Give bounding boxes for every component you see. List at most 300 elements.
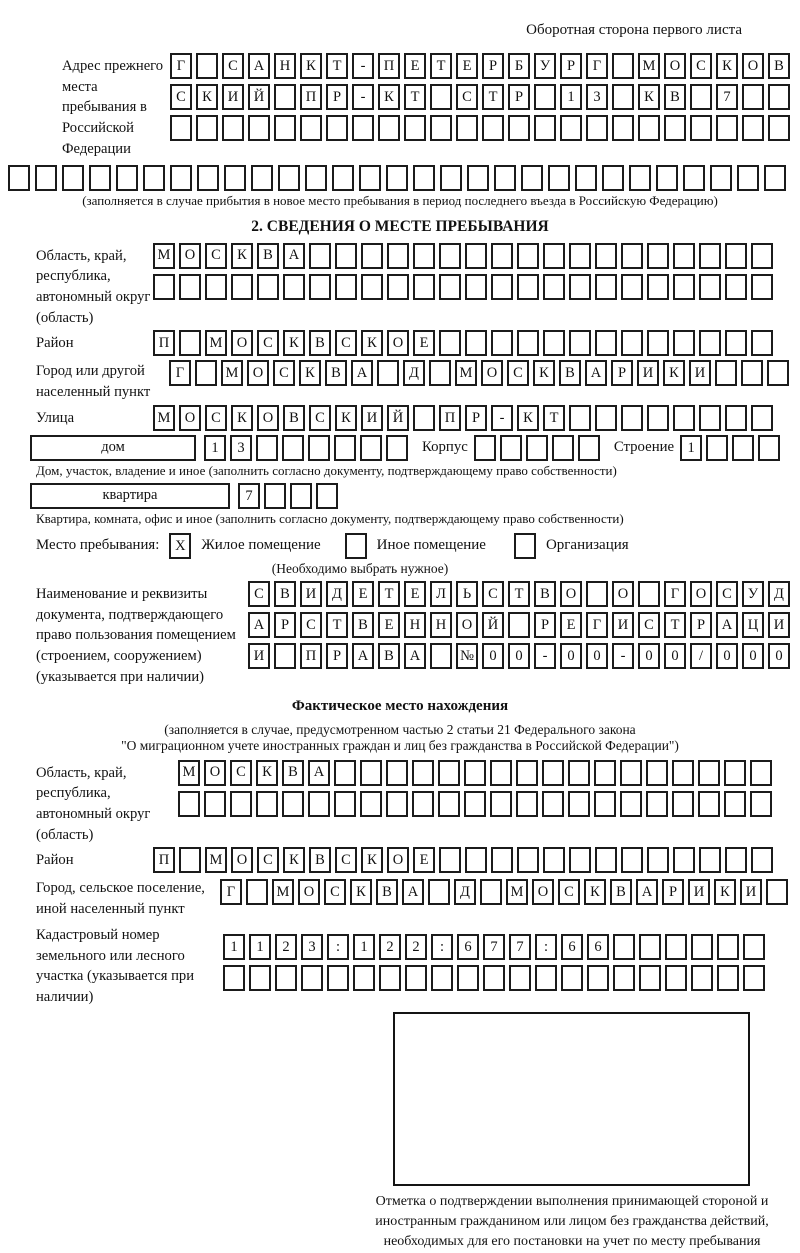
char-box[interactable]: Р xyxy=(662,879,684,905)
char-box[interactable]: С xyxy=(309,405,331,431)
char-box[interactable]: В xyxy=(274,581,296,607)
char-box[interactable]: В xyxy=(559,360,581,386)
char-box[interactable] xyxy=(690,115,712,141)
char-box[interactable]: И xyxy=(740,879,762,905)
char-box[interactable] xyxy=(569,274,591,300)
char-box[interactable]: П xyxy=(153,330,175,356)
char-box[interactable]: Й xyxy=(387,405,409,431)
char-box[interactable]: В xyxy=(610,879,632,905)
char-box[interactable]: Е xyxy=(413,847,435,873)
char-box[interactable] xyxy=(569,330,591,356)
char-box[interactable] xyxy=(665,934,687,960)
char-box[interactable]: Н xyxy=(274,53,296,79)
char-box[interactable] xyxy=(698,760,720,786)
char-box[interactable] xyxy=(673,330,695,356)
char-box[interactable] xyxy=(548,165,570,191)
char-box[interactable]: С xyxy=(638,612,660,638)
char-box[interactable]: № xyxy=(456,643,478,669)
char-box[interactable] xyxy=(552,435,574,461)
char-box[interactable] xyxy=(465,330,487,356)
char-box[interactable] xyxy=(386,435,408,461)
char-box[interactable]: И xyxy=(612,612,634,638)
char-box[interactable]: С xyxy=(257,847,279,873)
char-box[interactable]: Т xyxy=(664,612,686,638)
char-box[interactable]: О xyxy=(298,879,320,905)
char-box[interactable] xyxy=(491,330,513,356)
char-box[interactable] xyxy=(379,965,401,991)
char-box[interactable] xyxy=(612,115,634,141)
char-box[interactable] xyxy=(673,847,695,873)
char-box[interactable]: К xyxy=(300,53,322,79)
char-box[interactable]: К xyxy=(361,847,383,873)
char-box[interactable] xyxy=(717,965,739,991)
char-box[interactable] xyxy=(305,165,327,191)
char-box[interactable] xyxy=(274,643,296,669)
char-box[interactable]: И xyxy=(361,405,383,431)
char-box[interactable] xyxy=(672,791,694,817)
char-box[interactable] xyxy=(612,53,634,79)
char-box[interactable] xyxy=(428,879,450,905)
char-box[interactable] xyxy=(621,405,643,431)
char-box[interactable] xyxy=(725,330,747,356)
char-box[interactable] xyxy=(278,165,300,191)
char-box[interactable] xyxy=(535,965,557,991)
char-box[interactable]: С xyxy=(248,581,270,607)
char-box[interactable]: А xyxy=(404,643,426,669)
char-box[interactable]: Г xyxy=(586,612,608,638)
char-box[interactable] xyxy=(620,760,642,786)
char-box[interactable] xyxy=(205,274,227,300)
char-box[interactable] xyxy=(691,934,713,960)
char-box[interactable]: Р xyxy=(465,405,487,431)
char-box[interactable]: К xyxy=(361,330,383,356)
char-box[interactable]: К xyxy=(231,243,253,269)
char-box[interactable] xyxy=(639,934,661,960)
char-box[interactable] xyxy=(672,760,694,786)
char-box[interactable]: - xyxy=(534,643,556,669)
char-box[interactable] xyxy=(621,847,643,873)
char-box[interactable] xyxy=(224,165,246,191)
char-box[interactable]: С xyxy=(335,330,357,356)
char-box[interactable] xyxy=(377,360,399,386)
char-box[interactable] xyxy=(517,847,539,873)
char-box[interactable] xyxy=(308,435,330,461)
char-box[interactable] xyxy=(412,760,434,786)
char-box[interactable] xyxy=(698,791,720,817)
char-box[interactable]: Т xyxy=(543,405,565,431)
char-box[interactable] xyxy=(438,760,460,786)
char-box[interactable] xyxy=(195,360,217,386)
char-box[interactable] xyxy=(690,84,712,110)
char-box[interactable] xyxy=(170,115,192,141)
char-box[interactable] xyxy=(742,84,764,110)
char-box[interactable]: Г xyxy=(220,879,242,905)
char-box[interactable] xyxy=(516,760,538,786)
char-box[interactable] xyxy=(335,243,357,269)
char-box[interactable] xyxy=(378,115,400,141)
char-box[interactable] xyxy=(743,934,765,960)
char-box[interactable] xyxy=(594,760,616,786)
char-box[interactable]: А xyxy=(351,360,373,386)
char-box[interactable]: Р xyxy=(326,643,348,669)
char-box[interactable] xyxy=(725,405,747,431)
char-box[interactable] xyxy=(223,965,245,991)
char-box[interactable]: Г xyxy=(170,53,192,79)
char-box[interactable] xyxy=(439,274,461,300)
house-field-label-box[interactable]: дом xyxy=(30,435,196,461)
char-box[interactable] xyxy=(664,115,686,141)
char-box[interactable] xyxy=(326,115,348,141)
char-box[interactable] xyxy=(575,165,597,191)
char-box[interactable]: К xyxy=(256,760,278,786)
char-box[interactable]: О xyxy=(179,243,201,269)
char-box[interactable] xyxy=(717,934,739,960)
char-box[interactable] xyxy=(534,115,556,141)
char-box[interactable]: : xyxy=(327,934,349,960)
char-box[interactable]: О xyxy=(247,360,269,386)
char-box[interactable]: Р xyxy=(508,84,530,110)
char-box[interactable] xyxy=(490,760,512,786)
char-box[interactable]: В xyxy=(534,581,556,607)
char-box[interactable] xyxy=(482,115,504,141)
char-box[interactable] xyxy=(586,115,608,141)
char-box[interactable] xyxy=(568,791,590,817)
char-box[interactable] xyxy=(673,405,695,431)
char-box[interactable]: П xyxy=(300,84,322,110)
char-box[interactable]: О xyxy=(612,581,634,607)
char-box[interactable] xyxy=(230,791,252,817)
char-box[interactable]: 0 xyxy=(586,643,608,669)
char-box[interactable]: В xyxy=(325,360,347,386)
char-box[interactable]: - xyxy=(612,643,634,669)
char-box[interactable] xyxy=(8,165,30,191)
char-box[interactable] xyxy=(387,243,409,269)
char-box[interactable]: 3 xyxy=(301,934,323,960)
char-box[interactable] xyxy=(264,483,286,509)
char-box[interactable]: Н xyxy=(430,612,452,638)
char-box[interactable]: К xyxy=(283,330,305,356)
char-box[interactable]: Т xyxy=(430,53,452,79)
char-box[interactable] xyxy=(413,165,435,191)
char-box[interactable] xyxy=(715,360,737,386)
char-box[interactable] xyxy=(457,965,479,991)
char-box[interactable]: М xyxy=(221,360,243,386)
char-box[interactable] xyxy=(543,243,565,269)
char-box[interactable] xyxy=(517,274,539,300)
char-box[interactable] xyxy=(334,435,356,461)
char-box[interactable]: С xyxy=(482,581,504,607)
char-box[interactable] xyxy=(647,405,669,431)
char-box[interactable]: У xyxy=(742,581,764,607)
char-box[interactable] xyxy=(724,791,746,817)
char-box[interactable]: В xyxy=(283,405,305,431)
char-box[interactable] xyxy=(656,165,678,191)
char-box[interactable] xyxy=(725,274,747,300)
char-box[interactable] xyxy=(474,435,496,461)
char-box[interactable] xyxy=(638,115,660,141)
char-box[interactable]: 0 xyxy=(638,643,660,669)
char-box[interactable] xyxy=(543,847,565,873)
char-box[interactable]: 1 xyxy=(680,435,702,461)
char-box[interactable]: О xyxy=(387,330,409,356)
char-box[interactable] xyxy=(699,274,721,300)
char-box[interactable] xyxy=(595,243,617,269)
char-box[interactable]: 1 xyxy=(204,435,226,461)
char-box[interactable] xyxy=(274,84,296,110)
char-box[interactable] xyxy=(595,330,617,356)
char-box[interactable] xyxy=(275,965,297,991)
char-box[interactable]: Т xyxy=(508,581,530,607)
char-box[interactable]: 0 xyxy=(508,643,530,669)
char-box[interactable]: Е xyxy=(404,581,426,607)
char-box[interactable]: В xyxy=(309,847,331,873)
char-box[interactable]: С xyxy=(324,879,346,905)
char-box[interactable] xyxy=(251,165,273,191)
char-box[interactable] xyxy=(301,965,323,991)
char-box[interactable] xyxy=(308,791,330,817)
char-box[interactable]: К xyxy=(663,360,685,386)
char-box[interactable] xyxy=(612,84,634,110)
char-box[interactable] xyxy=(431,965,453,991)
char-box[interactable] xyxy=(386,791,408,817)
char-box[interactable]: А xyxy=(585,360,607,386)
char-box[interactable]: Й xyxy=(248,84,270,110)
char-box[interactable] xyxy=(360,760,382,786)
char-box[interactable] xyxy=(514,533,536,559)
char-box[interactable]: С xyxy=(456,84,478,110)
char-box[interactable]: 2 xyxy=(405,934,427,960)
char-box[interactable]: С xyxy=(558,879,580,905)
char-box[interactable]: Т xyxy=(482,84,504,110)
char-box[interactable] xyxy=(327,965,349,991)
char-box[interactable] xyxy=(316,483,338,509)
char-box[interactable]: М xyxy=(455,360,477,386)
char-box[interactable] xyxy=(751,243,773,269)
char-box[interactable] xyxy=(768,115,790,141)
char-box[interactable] xyxy=(647,274,669,300)
char-box[interactable] xyxy=(613,965,635,991)
char-box[interactable] xyxy=(543,330,565,356)
char-box[interactable]: Ь xyxy=(456,581,478,607)
char-box[interactable] xyxy=(35,165,57,191)
char-box[interactable]: Д xyxy=(403,360,425,386)
char-box[interactable]: О xyxy=(231,847,253,873)
char-box[interactable] xyxy=(578,435,600,461)
char-box[interactable]: С xyxy=(170,84,192,110)
char-box[interactable]: У xyxy=(534,53,556,79)
char-box[interactable] xyxy=(465,274,487,300)
char-box[interactable] xyxy=(361,243,383,269)
char-box[interactable]: 0 xyxy=(482,643,504,669)
char-box[interactable] xyxy=(464,791,486,817)
char-box[interactable] xyxy=(290,483,312,509)
char-box[interactable] xyxy=(153,274,175,300)
char-box[interactable]: Р xyxy=(326,84,348,110)
char-box[interactable]: 0 xyxy=(716,643,738,669)
char-box[interactable] xyxy=(560,115,582,141)
char-box[interactable] xyxy=(440,165,462,191)
char-box[interactable] xyxy=(412,791,434,817)
char-box[interactable] xyxy=(353,965,375,991)
char-box[interactable] xyxy=(116,165,138,191)
char-box[interactable]: 6 xyxy=(587,934,609,960)
char-box[interactable] xyxy=(179,274,201,300)
char-box[interactable] xyxy=(204,791,226,817)
char-box[interactable] xyxy=(542,760,564,786)
char-box[interactable]: П xyxy=(439,405,461,431)
char-box[interactable]: Р xyxy=(482,53,504,79)
char-box[interactable] xyxy=(699,405,721,431)
char-box[interactable] xyxy=(490,791,512,817)
char-box[interactable]: 0 xyxy=(742,643,764,669)
char-box[interactable] xyxy=(602,165,624,191)
char-box[interactable] xyxy=(430,115,452,141)
char-box[interactable] xyxy=(89,165,111,191)
char-box[interactable]: О xyxy=(481,360,503,386)
char-box[interactable]: - xyxy=(352,53,374,79)
char-box[interactable]: / xyxy=(690,643,712,669)
char-box[interactable] xyxy=(361,274,383,300)
char-box[interactable]: О xyxy=(257,405,279,431)
char-box[interactable]: С xyxy=(222,53,244,79)
char-box[interactable] xyxy=(494,165,516,191)
char-box[interactable]: В xyxy=(352,612,374,638)
char-box[interactable] xyxy=(509,965,531,991)
char-box[interactable] xyxy=(758,435,780,461)
char-box[interactable]: 1 xyxy=(353,934,375,960)
char-box[interactable]: 0 xyxy=(664,643,686,669)
char-box[interactable] xyxy=(465,847,487,873)
char-box[interactable]: Р xyxy=(274,612,296,638)
char-box[interactable]: Р xyxy=(534,612,556,638)
char-box[interactable]: О xyxy=(690,581,712,607)
char-box[interactable] xyxy=(743,965,765,991)
char-box[interactable]: 3 xyxy=(230,435,252,461)
char-box[interactable]: К xyxy=(378,84,400,110)
char-box[interactable]: Д xyxy=(454,879,476,905)
char-box[interactable]: Р xyxy=(560,53,582,79)
char-box[interactable]: К xyxy=(714,879,736,905)
char-box[interactable]: П xyxy=(300,643,322,669)
char-box[interactable] xyxy=(439,330,461,356)
char-box[interactable]: О xyxy=(231,330,253,356)
char-box[interactable] xyxy=(691,965,713,991)
char-box[interactable]: К xyxy=(335,405,357,431)
char-box[interactable]: А xyxy=(636,879,658,905)
char-box[interactable]: О xyxy=(179,405,201,431)
char-box[interactable]: А xyxy=(248,53,270,79)
char-box[interactable]: И xyxy=(689,360,711,386)
char-box[interactable]: В xyxy=(664,84,686,110)
char-box[interactable] xyxy=(767,360,789,386)
char-box[interactable] xyxy=(222,115,244,141)
char-box[interactable] xyxy=(542,791,564,817)
char-box[interactable]: К xyxy=(350,879,372,905)
char-box[interactable]: Г xyxy=(169,360,191,386)
char-box[interactable] xyxy=(334,760,356,786)
char-box[interactable]: Б xyxy=(508,53,530,79)
char-box[interactable]: 7 xyxy=(716,84,738,110)
char-box[interactable]: М xyxy=(638,53,660,79)
char-box[interactable]: : xyxy=(535,934,557,960)
char-box[interactable]: В xyxy=(282,760,304,786)
char-box[interactable] xyxy=(620,791,642,817)
char-box[interactable] xyxy=(595,405,617,431)
char-box[interactable] xyxy=(710,165,732,191)
char-box[interactable]: А xyxy=(248,612,270,638)
char-box[interactable] xyxy=(439,243,461,269)
char-box[interactable] xyxy=(360,435,382,461)
char-box[interactable]: О xyxy=(560,581,582,607)
char-box[interactable] xyxy=(568,760,590,786)
char-box[interactable] xyxy=(646,760,668,786)
char-box[interactable] xyxy=(751,274,773,300)
char-box[interactable] xyxy=(699,330,721,356)
char-box[interactable] xyxy=(491,847,513,873)
char-box[interactable]: С xyxy=(335,847,357,873)
char-box[interactable] xyxy=(699,243,721,269)
char-box[interactable] xyxy=(334,791,356,817)
char-box[interactable] xyxy=(62,165,84,191)
char-box[interactable] xyxy=(456,115,478,141)
char-box[interactable]: X xyxy=(169,533,191,559)
char-box[interactable] xyxy=(480,879,502,905)
char-box[interactable] xyxy=(751,847,773,873)
char-box[interactable]: 7 xyxy=(238,483,260,509)
char-box[interactable]: И xyxy=(768,612,790,638)
char-box[interactable] xyxy=(332,165,354,191)
char-box[interactable]: Д xyxy=(768,581,790,607)
char-box[interactable] xyxy=(257,274,279,300)
char-box[interactable]: Е xyxy=(352,581,374,607)
char-box[interactable] xyxy=(335,274,357,300)
char-box[interactable] xyxy=(465,243,487,269)
char-box[interactable] xyxy=(647,330,669,356)
char-box[interactable] xyxy=(569,243,591,269)
char-box[interactable]: С xyxy=(230,760,252,786)
char-box[interactable] xyxy=(751,405,773,431)
char-box[interactable] xyxy=(386,760,408,786)
char-box[interactable] xyxy=(766,879,788,905)
char-box[interactable] xyxy=(413,274,435,300)
char-box[interactable] xyxy=(750,791,772,817)
char-box[interactable] xyxy=(621,330,643,356)
char-box[interactable]: К xyxy=(283,847,305,873)
char-box[interactable] xyxy=(179,847,201,873)
char-box[interactable] xyxy=(413,405,435,431)
char-box[interactable] xyxy=(665,965,687,991)
char-box[interactable] xyxy=(248,115,270,141)
char-box[interactable]: 0 xyxy=(768,643,790,669)
char-box[interactable]: Л xyxy=(430,581,452,607)
char-box[interactable] xyxy=(345,533,367,559)
char-box[interactable] xyxy=(706,435,728,461)
char-box[interactable]: С xyxy=(205,243,227,269)
char-box[interactable]: О xyxy=(204,760,226,786)
char-box[interactable]: П xyxy=(378,53,400,79)
char-box[interactable] xyxy=(467,165,489,191)
char-box[interactable]: И xyxy=(688,879,710,905)
char-box[interactable] xyxy=(724,760,746,786)
char-box[interactable] xyxy=(768,84,790,110)
char-box[interactable]: Е xyxy=(456,53,478,79)
char-box[interactable] xyxy=(595,847,617,873)
char-box[interactable] xyxy=(683,165,705,191)
char-box[interactable]: 1 xyxy=(560,84,582,110)
char-box[interactable]: 2 xyxy=(275,934,297,960)
char-box[interactable] xyxy=(283,274,305,300)
char-box[interactable] xyxy=(300,115,322,141)
